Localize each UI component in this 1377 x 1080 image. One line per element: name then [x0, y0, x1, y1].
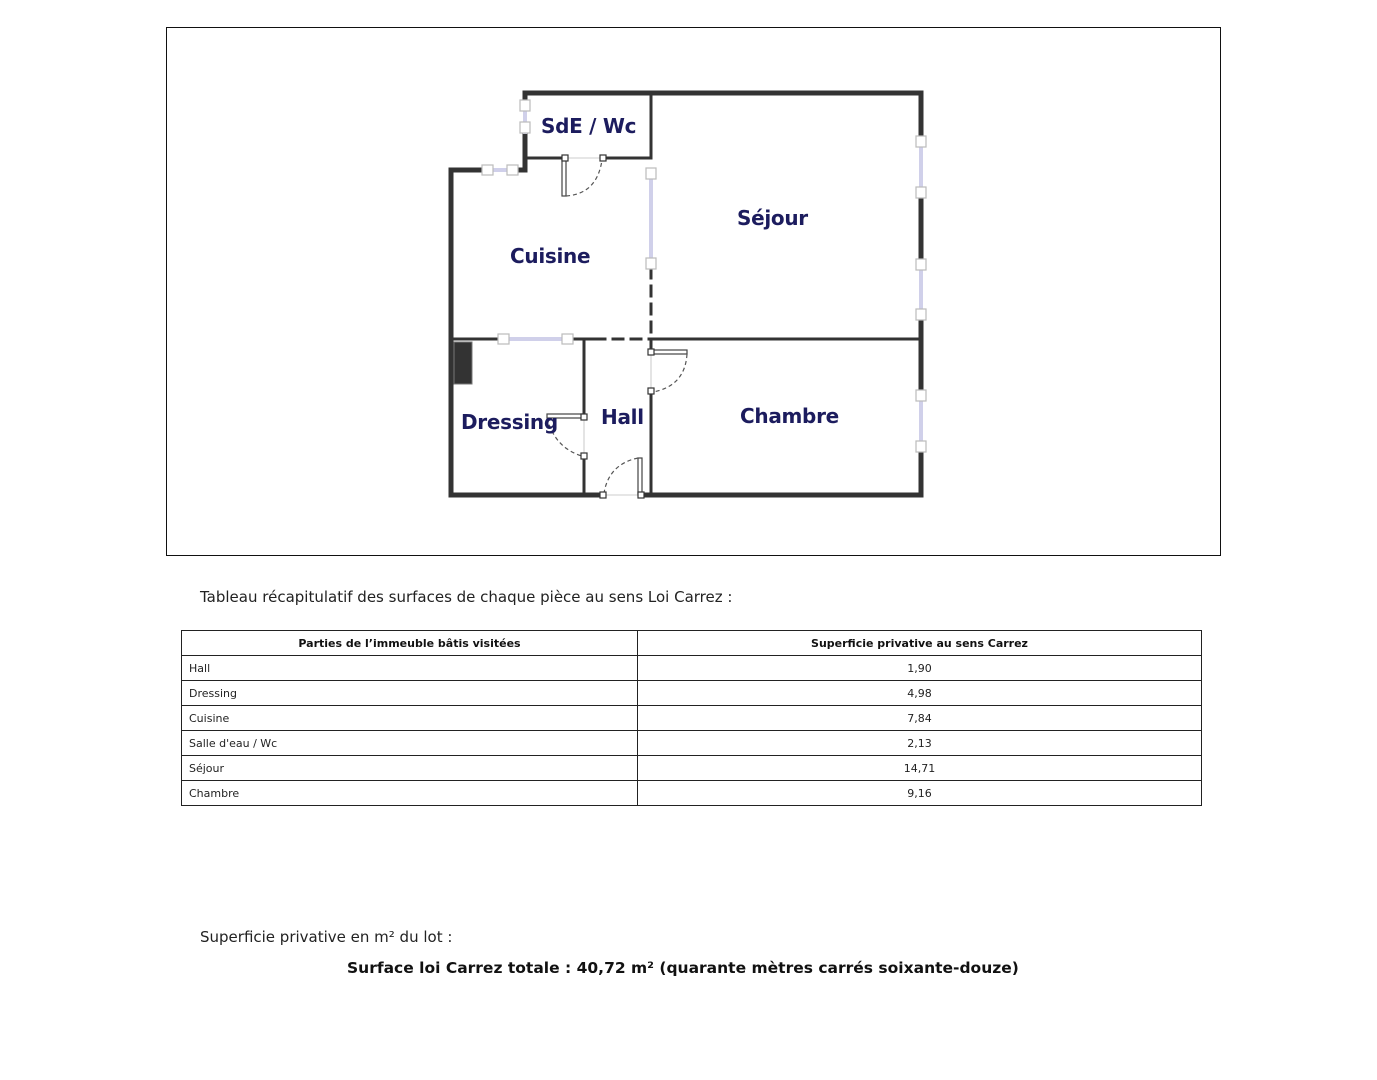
room-cell: Cuisine [182, 706, 638, 731]
table-row [182, 656, 1202, 681]
table-row [182, 706, 1202, 731]
room-cell: Chambre [182, 781, 638, 806]
table-row [182, 731, 1202, 756]
area-cell: 4,98 [638, 681, 1202, 706]
area-cell: 14,71 [638, 756, 1202, 781]
room-cell: Hall [182, 656, 638, 681]
room-cell: Dressing [182, 681, 638, 706]
total-surface-value: Surface loi Carrez totale : 40,72 m² (quarante mètres carrés soixante-douze) [347, 959, 1019, 977]
floor-plan-drawing [167, 28, 1222, 557]
room-label-chambre: Chambre [740, 404, 839, 428]
room-label-dressing: Dressing [461, 410, 558, 434]
column-header-area: Superficie privative au sens Carrez [638, 631, 1202, 656]
chimney-block [454, 342, 472, 384]
room-label-sejour: Séjour [737, 206, 808, 230]
area-cell: 2,13 [638, 731, 1202, 756]
column-header-room: Parties de l’immeuble bâtis visitées [182, 631, 638, 656]
room-label-sde-wc: SdE / Wc [541, 114, 637, 138]
carrez-surface-table [181, 630, 1202, 806]
room-label-cuisine: Cuisine [510, 244, 591, 268]
area-cell: 7,84 [638, 706, 1202, 731]
room-cell: Séjour [182, 756, 638, 781]
area-cell: 9,16 [638, 781, 1202, 806]
room-cell: Salle d'eau / Wc [182, 731, 638, 756]
table-row [182, 681, 1202, 706]
room-label-hall: Hall [601, 405, 644, 429]
area-cell: 1,90 [638, 656, 1202, 681]
total-surface-label: Superficie privative en m² du lot : [200, 928, 453, 946]
table-row [182, 781, 1202, 806]
summary-intro: Tableau récapitulatif des surfaces de chaque pièce au sens Loi Carrez : [200, 588, 733, 606]
table-header-row [182, 631, 1202, 656]
floor-plan-frame [166, 27, 1221, 556]
table-row [182, 756, 1202, 781]
